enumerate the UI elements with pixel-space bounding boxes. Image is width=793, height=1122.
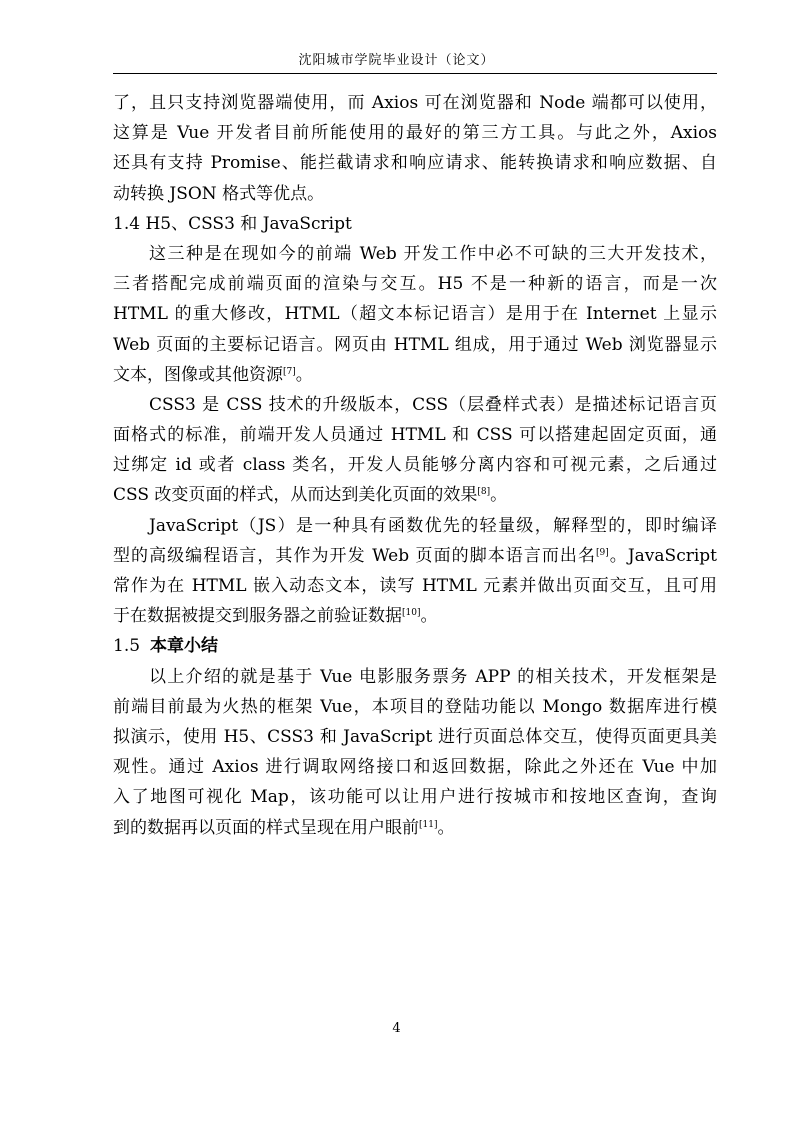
citation-ref: [8] [477, 487, 491, 498]
text-segment: 。 [437, 817, 455, 838]
section-heading-1-4: 1.4 H5、CSS3 和 JavaScript [113, 213, 352, 234]
text-line: 以上介绍的就是基于 Vue 电影服务票务 APP 的相关技术，开发框架是 [149, 666, 717, 687]
text-segment: CSS 改变页面的样式，从而达到美化页面的效果 [113, 485, 478, 506]
text-line: 还具有支持 Promise、能拦截请求和响应请求、能转换请求和响应数据、自 [113, 153, 717, 174]
page-body [113, 88, 717, 843]
citation-ref: [9] [596, 547, 609, 558]
text-segment: 于在数据被提交到服务器之前验证数据 [113, 606, 402, 627]
paragraph-axios-continued [113, 88, 717, 209]
section-heading-1-5 [113, 631, 717, 661]
text-segment: 文本，图像或其他资源 [113, 364, 283, 385]
text-line: Web 页面的主要标记语言。网页由 HTML 组成，用于通过 Web 浏览器显示 [113, 334, 717, 355]
text-segment: 。JavaScript [608, 545, 717, 566]
paragraph-chapter-summary [113, 662, 717, 843]
paragraph-h5-intro [113, 239, 717, 390]
text-segment: 。 [295, 364, 313, 385]
section-title: 本章小结 [150, 636, 219, 657]
header-rule [113, 73, 717, 74]
paragraph-javascript [113, 511, 717, 632]
text-line: 三者搭配完成前端页面的渲染与交互。H5 不是一种新的语言，而是一次 [113, 274, 717, 295]
text-line-with-citation [113, 360, 717, 390]
text-line-with-citation [113, 541, 717, 571]
text-line: JavaScript（JS）是一种具有函数优先的轻量级，解释型的，即时编译 [149, 515, 717, 536]
text-segment: 到的数据再以页面的样式呈现在用户眼前 [113, 817, 419, 838]
text-line: 过绑定 id 或者 class 类名，开发人员能够分离内容和可视元素，之后通过 [113, 455, 717, 476]
text-line-with-citation [113, 480, 717, 510]
text-segment: 型的高级编程语言，其作为开发 Web 页面的脚本语言而出名 [113, 545, 597, 566]
text-line: 拟演示，使用 H5、CSS3 和 JavaScript 进行页面总体交互，使得页面更具美 [113, 726, 717, 747]
text-line: 这算是 Vue 开发者目前所能使用的最好的第三方工具。与此之外，Axios [113, 123, 717, 144]
section-number: 1.5 [113, 636, 141, 657]
text-line: 常作为在 HTML 嵌入动态文本，读写 HTML 元素并做出页面交互，且可用 [113, 576, 717, 597]
text-line: 了，且只支持浏览器端使用，而 Axios 可在浏览器和 Node 端都可以使用， [113, 93, 717, 113]
citation-ref: [10] [402, 608, 421, 619]
text-line: 观性。通过 Axios 进行调取网络接口和返回数据，除此之外还在 Vue 中加 [113, 757, 717, 778]
running-header: 沈阳城市学院毕业设计（论文） [298, 53, 495, 68]
text-line: 前端目前最为火热的框架 Vue，本项目的登陆功能以 Mongo 数据库进行模 [113, 696, 717, 717]
text-line-with-citation [113, 813, 717, 843]
text-line: HTML 的重大修改，HTML（超文本标记语言）是用于在 Internet 上显示 [113, 304, 717, 325]
text-line: 这三种是在现如今的前端 Web 开发工作中必不可缺的三大开发技术， [149, 243, 717, 264]
citation-ref: [7] [283, 366, 296, 377]
page-number: 4 [392, 1021, 401, 1036]
text-line: 面格式的标准，前端开发人员通过 HTML 和 CSS 可以搭建起固定页面，通 [113, 425, 717, 446]
paragraph-css3 [113, 390, 717, 511]
text-line: 动转换 JSON 格式等优点。 [113, 183, 325, 204]
text-segment: 。 [490, 485, 508, 506]
text-line-with-citation [113, 601, 717, 631]
text-line: 入了地图可视化 Map，该功能可以让用户进行按城市和按地区查询，查询 [113, 787, 717, 808]
text-line: CSS3 是 CSS 技术的升级版本，CSS（层叠样式表）是描述标记语言页 [149, 394, 717, 415]
citation-ref: [11] [419, 819, 438, 830]
text-segment: 。 [420, 606, 438, 627]
